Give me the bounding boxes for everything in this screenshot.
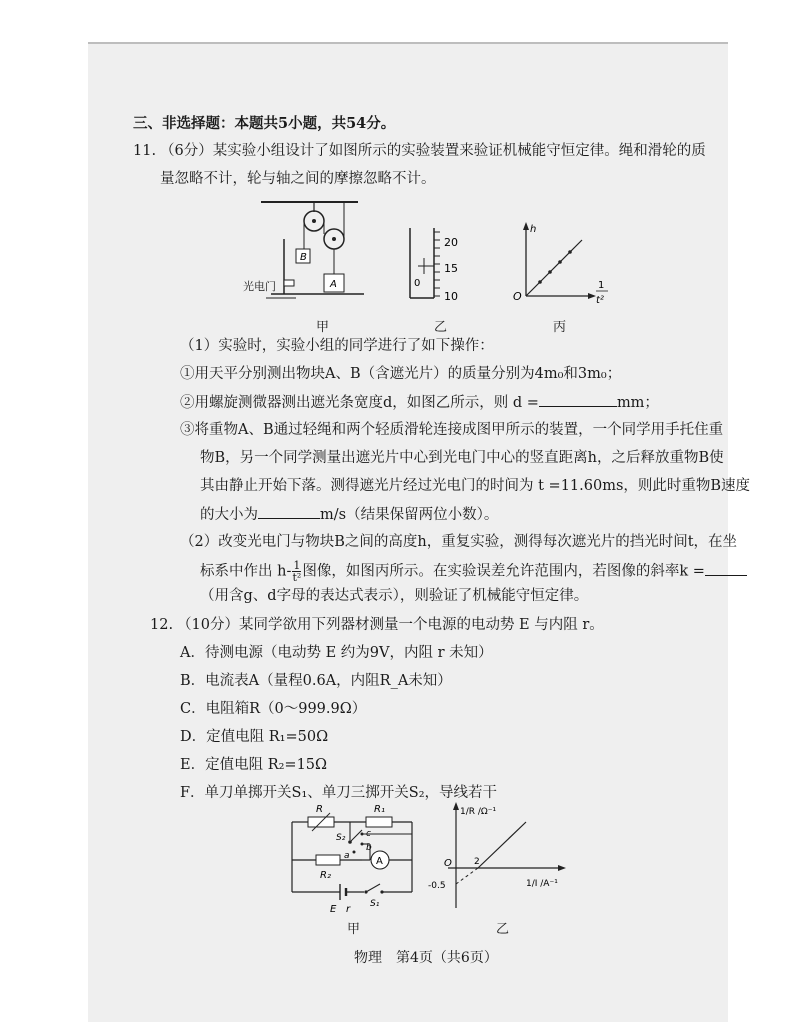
q11-figure-yi <box>400 222 480 310</box>
q12-item-f: F．单刀单掷开关S₁、单刀三掷开关S₂，导线若干 <box>180 785 498 801</box>
graph2-x-label: 1/I /A⁻¹ <box>526 879 558 889</box>
graph2-y-label: 1/R /Ω⁻¹ <box>460 807 497 817</box>
label-r2: R₂ <box>320 870 331 881</box>
q12-number: 12. <box>150 617 174 633</box>
q12-item-c: C．电阻箱R（0～999.9Ω） <box>180 701 367 717</box>
q12-item-a: A．待测电源（电动势 E 约为9V，内阻 r 未知） <box>180 645 493 661</box>
label-s2: S₂ <box>336 833 346 843</box>
q11-step3-unit: m/s（结果保留两位小数）。 <box>320 507 499 523</box>
label-e: E <box>330 904 337 915</box>
q12-figure-jia-circuit <box>282 800 432 920</box>
q11-part2-line2 <box>200 560 747 583</box>
q11-line2: 量忽略不计，轮与轴之间的摩擦忽略不计。 <box>160 171 436 187</box>
q11-line1: （6分）某实验小组设计了如图所示的实验装置来验证机械能守恒定律。绳和滑轮的质 <box>160 143 706 159</box>
label-a: a <box>344 851 350 861</box>
label-b: b <box>366 843 372 853</box>
q11-figure-jia <box>236 194 376 314</box>
block-a-label: A <box>330 279 337 290</box>
q11-step1: ①用天平分别测出物块A、B（含遮光片）的质量分别为4m₀和3m₀； <box>180 366 622 382</box>
label-s1: S₁ <box>370 899 380 909</box>
q11-step3-line4 <box>200 504 498 525</box>
q11-fig-yi-caption: 乙 <box>434 320 448 335</box>
fraction-num: 1 <box>293 559 301 572</box>
q12-line1: （10分）某同学欲用下列器材测量一个电源的电动势 E 与内阻 r。 <box>177 617 604 633</box>
q11-part2-line1: （2）改变光电门与物块B之间的高度h，重复实验，测得每次遮光片的挡光时间t，在坐 <box>180 534 738 550</box>
graph-origin: O <box>513 290 522 303</box>
ammeter-label: A <box>376 856 383 867</box>
graph2-x-val: 2 <box>474 857 480 867</box>
q11-step2 <box>180 392 659 413</box>
paper-edge <box>88 42 728 44</box>
q12-fig-yi-caption: 乙 <box>496 922 510 937</box>
graph-h-label: h <box>530 224 537 235</box>
q12-item-d: D．定值电阻 R₁=50Ω <box>180 729 329 745</box>
graph2-origin: O <box>444 858 452 869</box>
micrometer-zero: 0 <box>414 278 421 289</box>
q11-fig-jia-caption: 甲 <box>316 320 330 335</box>
q11-step2-text: ②用螺旋测微器测出遮光条宽度d，如图乙所示，则 d = <box>180 395 539 411</box>
q12-item-e: E．定值电阻 R₂=15Ω <box>180 757 328 773</box>
label-r-internal: r <box>346 904 351 915</box>
q11-step3-line3: 其由静止开始下落。测得遮光片经过光电门的时间为 t =11.60ms，则此时重物B速度 <box>200 478 751 494</box>
q11-part2-line3: （用含g、d字母的表达式表示），则验证了机械能守恒定律。 <box>200 588 589 604</box>
q12-item-b: B．电流表A（量程0.6A，内阻R_A未知） <box>180 673 452 689</box>
micrometer-tick-20: 20 <box>444 236 458 249</box>
section-header: 三、非选择题：本题共5小题，共54分。 <box>133 115 396 132</box>
q11-step3-line2: 物B，另一个同学测量出遮光片中心到光电门中心的竖直距离h，之后释放重物B使 <box>200 450 724 466</box>
q11-number: 11. <box>133 143 157 159</box>
graph2-y-val: -0.5 <box>428 881 446 891</box>
q11-step3-text: 的大小为 <box>200 507 258 523</box>
micrometer-tick-10: 10 <box>444 290 458 303</box>
label-c: c <box>366 829 371 839</box>
q11-part2-text-a: 标系中作出 h- <box>200 563 292 580</box>
q11-step3-line1: ③将重物A、B通过轻绳和两个轻质滑轮连接成图甲所示的装置，一个同学用手托住重 <box>180 422 724 438</box>
q11-figure-bing <box>508 220 618 312</box>
q12-figure-yi-graph <box>426 800 576 915</box>
graph-x-den: t² <box>596 295 604 306</box>
photogate-label: 光电门 <box>243 280 276 293</box>
page-footer: 物理 第4页（共6页） <box>354 950 498 966</box>
answer-blank-k[interactable] <box>705 561 747 576</box>
q11-step2-unit: mm； <box>616 395 659 411</box>
label-r1: R₁ <box>374 804 385 815</box>
fraction-1-over-t2 <box>292 560 301 583</box>
q11-part2-text-b: 图像，如图丙所示。在实验误差允许范围内，若图像的斜率k = <box>302 563 705 580</box>
q12-fig-jia-caption: 甲 <box>347 922 361 937</box>
q11-part1-intro: （1）实验时，实验小组的同学进行了如下操作： <box>180 338 494 354</box>
fraction-den: t² <box>292 571 302 584</box>
q11-fig-bing-caption: 丙 <box>553 320 567 335</box>
micrometer-tick-15: 15 <box>444 262 458 275</box>
block-b-label: B <box>300 252 307 263</box>
answer-blank-d[interactable] <box>539 392 617 407</box>
label-r: R <box>316 804 323 815</box>
graph-x-num: 1 <box>598 280 605 291</box>
answer-blank-v[interactable] <box>258 504 320 519</box>
